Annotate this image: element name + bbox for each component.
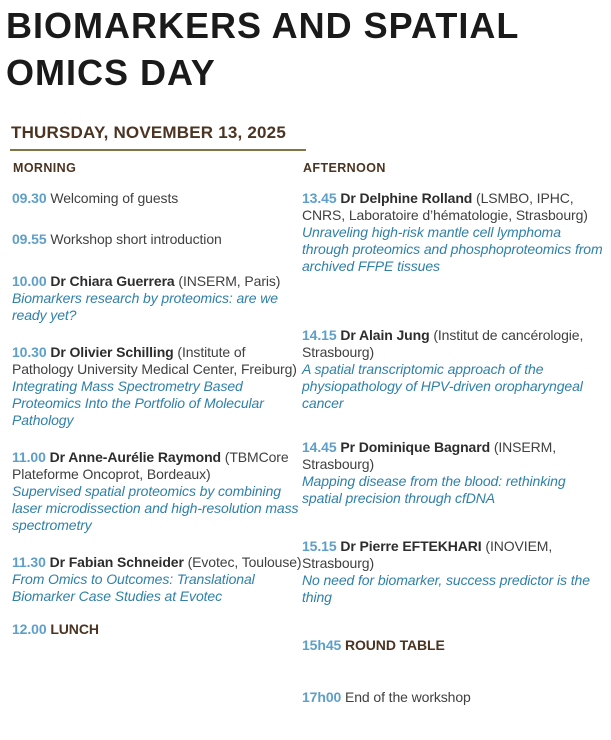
time-label: 17h00 bbox=[302, 689, 342, 705]
morning-schedule-list bbox=[12, 190, 305, 638]
speaker-name: Dr Fabian Schneider bbox=[49, 554, 184, 570]
time-label: 11.30 bbox=[12, 554, 46, 570]
schedule-item-heading bbox=[302, 190, 609, 224]
speaker-affiliation: (LSMBO, IPHC, CNRS, Laboratoire d’hématologie, Strasbourg) bbox=[302, 190, 588, 223]
speaker-name: Dr Chiara Guerrera bbox=[50, 273, 175, 289]
time-label: 09.55 bbox=[12, 231, 47, 247]
schedule-item-heading bbox=[12, 190, 305, 207]
schedule-item-heading bbox=[12, 554, 305, 571]
schedule-item bbox=[12, 273, 305, 324]
schedule-item-heading bbox=[302, 637, 609, 654]
speaker-name: Dr Alain Jung bbox=[340, 327, 430, 343]
talk-title: From Omics to Outcomes: Translational Biomarker Case Studies at Evotec bbox=[12, 571, 255, 604]
afternoon-schedule-list bbox=[302, 190, 609, 706]
schedule-item bbox=[302, 190, 609, 275]
talk-title: Unraveling high-risk mantle cell lymphoma through proteomics and phosphoproteomics from archived FFPE tissues bbox=[302, 224, 603, 274]
page-title-line-1: BIOMARKERS AND SPATIAL bbox=[6, 5, 520, 46]
schedule-item-heading bbox=[12, 273, 305, 290]
time-label: 09.30 bbox=[12, 190, 47, 206]
morning-section-header: MORNING bbox=[13, 161, 77, 175]
talk-title: Supervised spatial proteomics by combining laser microdissection and high-resolution mass spectrometry bbox=[12, 483, 299, 533]
schedule-item-heading bbox=[12, 231, 305, 248]
schedule-item bbox=[12, 621, 305, 638]
time-label: 15h45 bbox=[302, 637, 342, 653]
time-label: 10.30 bbox=[12, 344, 47, 360]
session-highlight-label: ROUND TABLE bbox=[345, 637, 445, 653]
page-title-line-2: OMICS DAY bbox=[6, 52, 216, 93]
time-label: 10.00 bbox=[12, 273, 47, 289]
speaker-name: Dr Anne-Aurélie Raymond bbox=[49, 449, 221, 465]
speaker-affiliation: (TBMCore Plateforme Oncoprot, Bordeaux) bbox=[12, 449, 289, 482]
schedule-item bbox=[12, 190, 305, 207]
schedule-item-heading bbox=[302, 538, 609, 572]
schedule-item bbox=[302, 689, 609, 706]
time-label: 14.45 bbox=[302, 439, 337, 455]
session-description: Workshop short introduction bbox=[50, 231, 222, 247]
page-title bbox=[6, 2, 519, 96]
afternoon-section-header: AFTERNOON bbox=[303, 161, 386, 175]
schedule-item-heading bbox=[12, 621, 305, 638]
schedule-item bbox=[12, 554, 305, 605]
schedule-item bbox=[12, 344, 305, 429]
speaker-affiliation: (Institut de cancérologie, Strasbourg) bbox=[302, 327, 584, 360]
time-label: 12.00 bbox=[12, 621, 47, 637]
date-underline bbox=[10, 149, 306, 151]
schedule-item bbox=[302, 439, 609, 507]
time-label: 15.15 bbox=[302, 538, 337, 554]
schedule-item-heading bbox=[302, 327, 609, 361]
speaker-affiliation: (INSERM, Paris) bbox=[174, 273, 281, 289]
date-heading: THURSDAY, NOVEMBER 13, 2025 bbox=[11, 123, 286, 142]
speaker-affiliation: (Institute of Pathology University Medical Center, Freiburg) bbox=[12, 344, 297, 377]
schedule-item bbox=[12, 231, 305, 248]
talk-title: Integrating Mass Spectrometry Based Proteomics Into the Portfolio of Molecular Pathology bbox=[12, 378, 264, 428]
speaker-name: Dr Pierre EFTEKHARI bbox=[340, 538, 482, 554]
schedule-item bbox=[302, 637, 609, 654]
schedule-item bbox=[12, 449, 305, 534]
schedule-item-heading bbox=[302, 689, 609, 706]
schedule-item-heading bbox=[302, 439, 609, 473]
speaker-affiliation: (INSERM, Strasbourg) bbox=[302, 439, 557, 472]
talk-title: Biomarkers research by proteomics: are we ready yet? bbox=[12, 290, 278, 323]
schedule-item bbox=[302, 538, 609, 606]
time-label: 13.45 bbox=[302, 190, 337, 206]
talk-title: A spatial transcriptomic approach of the physiopathology of HPV-driven oropharyngeal cancer bbox=[302, 361, 583, 411]
session-description: End of the workshop bbox=[345, 689, 471, 705]
talk-title: Mapping disease from the blood: rethinking spatial precision through cfDNA bbox=[302, 473, 566, 506]
schedule-item-heading bbox=[12, 449, 305, 483]
time-label: 14.15 bbox=[302, 327, 337, 343]
session-description: Welcoming of guests bbox=[50, 190, 179, 206]
speaker-affiliation: (INOVIEM, Strasbourg) bbox=[302, 538, 553, 571]
time-label: 11.00 bbox=[12, 449, 46, 465]
speaker-name: Dr Olivier Schilling bbox=[50, 344, 174, 360]
speaker-name: Pr Dominique Bagnard bbox=[340, 439, 491, 455]
schedule-item bbox=[302, 327, 609, 412]
speaker-affiliation: (Evotec, Toulouse) bbox=[183, 554, 302, 570]
session-highlight-label: LUNCH bbox=[50, 621, 99, 637]
schedule-item-heading bbox=[12, 344, 305, 378]
talk-title: No need for biomarker, success predictor is the thing bbox=[302, 572, 590, 605]
speaker-name: Dr Delphine Rolland bbox=[340, 190, 473, 206]
